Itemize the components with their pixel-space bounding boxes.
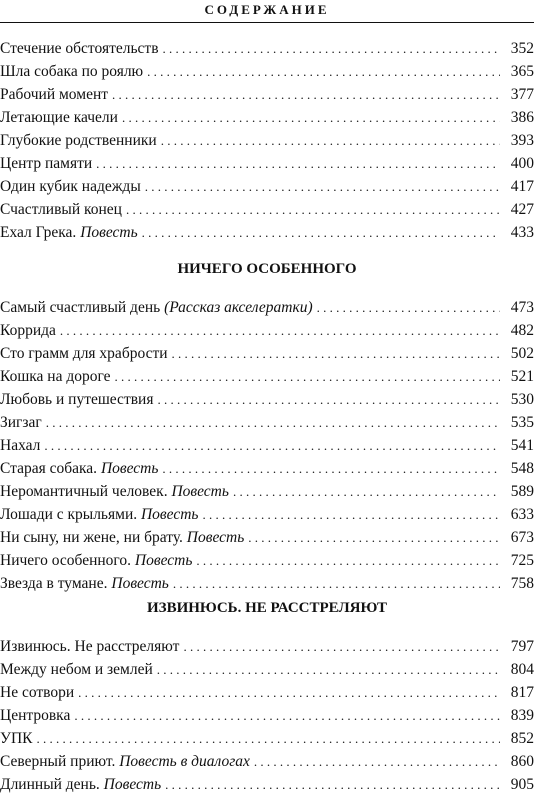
toc-section-izvinyus xyxy=(0,597,534,796)
entry-title-wrap xyxy=(0,175,141,198)
dot-leader xyxy=(44,434,500,457)
entry-title-wrap xyxy=(0,526,244,549)
entry-title-wrap xyxy=(0,457,158,480)
entry-page-number: 839 xyxy=(510,707,534,724)
running-head: СОДЕРЖАНИЕ xyxy=(204,2,330,17)
entry-title-wrap xyxy=(0,480,229,503)
entry-page-number: 377 xyxy=(510,86,534,103)
entry-title-wrap xyxy=(0,296,313,319)
dot-leader xyxy=(142,221,500,244)
toc-entry xyxy=(0,480,534,503)
entry-page-number: 860 xyxy=(510,753,534,770)
entry-title: Не сотвори xyxy=(0,684,75,701)
entry-title-wrap xyxy=(0,658,153,681)
dot-leader xyxy=(163,37,500,60)
toc-entry xyxy=(0,106,534,129)
entry-title-wrap xyxy=(0,388,153,411)
toc-entry xyxy=(0,60,534,83)
entry-title: Центр памяти xyxy=(0,155,93,172)
toc-entry xyxy=(0,129,534,152)
entry-title: Рабочий момент xyxy=(0,86,109,103)
toc-entry xyxy=(0,152,534,175)
toc-entry xyxy=(0,549,534,572)
entry-title: Северный приют. xyxy=(0,753,120,770)
entry-page-number: 804 xyxy=(510,661,534,678)
entry-title: Стечение обстоятельств xyxy=(0,40,159,57)
entry-title-wrap xyxy=(0,152,92,175)
entry-page-number: 393 xyxy=(510,132,534,149)
entry-title: Длинный день. xyxy=(0,776,104,793)
entry-title: Лошади с крыльями. xyxy=(0,506,141,523)
entry-page-number: 417 xyxy=(510,178,534,195)
toc-entry xyxy=(0,342,534,365)
dot-leader xyxy=(126,198,500,221)
entry-title: Извинюсь. Не расстреляют xyxy=(0,638,180,655)
toc-entry xyxy=(0,411,534,434)
entry-page-number: 725 xyxy=(510,552,534,569)
entry-title-wrap xyxy=(0,572,169,595)
toc-entry xyxy=(0,434,534,457)
toc-entry xyxy=(0,658,534,681)
toc-entry xyxy=(0,365,534,388)
entry-page-number: 530 xyxy=(510,391,534,408)
dot-leader xyxy=(183,635,500,658)
toc-entry xyxy=(0,681,534,704)
dot-leader xyxy=(122,106,500,129)
dot-leader xyxy=(78,681,500,704)
entry-page-number: 521 xyxy=(510,368,534,385)
entry-title: Зигзаг xyxy=(0,414,42,431)
entry-page-number: 541 xyxy=(510,437,534,454)
entry-title-wrap xyxy=(0,221,138,244)
entry-title-wrap xyxy=(0,704,70,727)
toc-entry xyxy=(0,526,534,549)
entry-title: Любовь и путешествия xyxy=(0,391,154,408)
entry-title: Звезда в тумане. xyxy=(0,575,112,592)
entry-title: Ничего особенного. xyxy=(0,552,135,569)
section-title: ИЗВИНЮСЬ. НЕ РАССТРЕЛЯЮТ xyxy=(147,600,387,616)
dot-leader xyxy=(172,342,500,365)
entry-title-wrap xyxy=(0,129,157,152)
dot-leader xyxy=(96,152,500,175)
entry-title: Летающие качели xyxy=(0,109,118,126)
entry-page-number: 502 xyxy=(510,345,534,362)
entry-title-wrap xyxy=(0,365,111,388)
dot-leader xyxy=(157,388,500,411)
entry-genre: Повесть xyxy=(186,529,245,546)
toc-entry xyxy=(0,296,534,319)
dot-leader xyxy=(145,175,500,198)
toc-entry xyxy=(0,503,534,526)
entry-title-wrap xyxy=(0,549,192,572)
entry-page-number: 817 xyxy=(510,684,534,701)
dot-leader xyxy=(317,296,500,319)
entry-genre: Повесть xyxy=(80,224,138,241)
dot-leader xyxy=(115,365,500,388)
entry-page-number: 758 xyxy=(510,575,534,592)
entry-genre: Повесть xyxy=(171,483,229,500)
toc-entry xyxy=(0,221,534,244)
entry-page-number: 548 xyxy=(510,460,534,477)
entry-title-wrap xyxy=(0,83,108,106)
entry-page-number: 797 xyxy=(510,638,534,655)
entry-genre: Повесть xyxy=(134,552,193,569)
toc-entry xyxy=(0,457,534,480)
entry-genre: Повесть в диалогах xyxy=(119,753,250,770)
entry-page-number: 433 xyxy=(510,224,534,241)
entry-title-wrap xyxy=(0,198,122,221)
dot-leader xyxy=(147,60,500,83)
toc-entry xyxy=(0,704,534,727)
entry-page-number: 633 xyxy=(510,506,534,523)
toc-entry xyxy=(0,388,534,411)
entry-title-wrap xyxy=(0,503,198,526)
entry-genre: (Рассказ акселератки) xyxy=(164,299,313,316)
entry-title: Ни сыну, ни жене, ни брату. xyxy=(0,529,187,546)
toc-entry xyxy=(0,83,534,106)
entry-page-number: 852 xyxy=(510,730,534,747)
dot-leader xyxy=(202,503,500,526)
entry-title: Один кубик надежды xyxy=(0,178,141,195)
entry-page-number: 482 xyxy=(510,322,534,339)
dot-leader xyxy=(233,480,500,503)
entry-title-wrap xyxy=(0,727,33,750)
entry-title: Глубокие родственники xyxy=(0,132,157,149)
toc-section-nichego-osobennogo xyxy=(0,258,534,595)
dot-leader xyxy=(248,526,500,549)
dot-leader xyxy=(60,319,500,342)
dot-leader xyxy=(112,83,500,106)
dot-leader xyxy=(196,549,500,572)
entry-title: Центровка xyxy=(0,707,71,724)
dot-leader xyxy=(157,658,500,681)
entry-genre: Повесть xyxy=(111,575,169,592)
entry-title: Коррида xyxy=(0,322,56,339)
entry-page-number: 473 xyxy=(510,299,534,316)
toc-entry xyxy=(0,635,534,658)
toc-entry xyxy=(0,750,534,773)
dot-leader xyxy=(161,129,500,152)
entry-page-number: 386 xyxy=(510,109,534,126)
entry-title: Самый счастливый день xyxy=(0,299,165,316)
toc-entry xyxy=(0,572,534,595)
toc-entry xyxy=(0,773,534,796)
dot-leader xyxy=(254,750,500,773)
entry-title: Неромантичный человек. xyxy=(0,483,172,500)
entry-title-wrap xyxy=(0,750,250,773)
dot-leader xyxy=(165,773,500,796)
entry-title: Кошка на дороге xyxy=(0,368,111,385)
toc-entry xyxy=(0,37,534,60)
entry-title-wrap xyxy=(0,635,179,658)
entry-page-number: 427 xyxy=(510,201,534,218)
entry-title: УПК xyxy=(0,730,33,747)
entry-title: Счастливый конец xyxy=(0,201,122,218)
entry-title-wrap xyxy=(0,37,159,60)
dot-leader xyxy=(74,704,500,727)
entry-title: Между небом и землей xyxy=(0,661,153,678)
toc-entry xyxy=(0,319,534,342)
section-title: НИЧЕГО ОСОБЕННОГО xyxy=(177,261,357,277)
entry-title: Шла собака по роялю xyxy=(0,63,144,80)
entry-page-number: 535 xyxy=(510,414,534,431)
entry-page-number: 400 xyxy=(510,155,534,172)
entry-title-wrap xyxy=(0,681,74,704)
toc-entry xyxy=(0,175,534,198)
entry-title: Нахал xyxy=(0,437,41,454)
toc-section-1 xyxy=(0,37,534,244)
header-rule xyxy=(0,22,534,23)
entry-title-wrap xyxy=(0,319,56,342)
entry-title-wrap xyxy=(0,434,40,457)
entry-title-wrap xyxy=(0,106,118,129)
dot-leader xyxy=(37,727,500,750)
entry-page-number: 365 xyxy=(510,63,534,80)
dot-leader xyxy=(46,411,500,434)
entry-title-wrap xyxy=(0,411,42,434)
entry-title: Сто грамм для храбрости xyxy=(0,345,168,362)
entry-page-number: 905 xyxy=(510,776,534,793)
entry-page-number: 352 xyxy=(510,40,534,57)
toc-entry xyxy=(0,198,534,221)
dot-leader xyxy=(162,457,500,480)
entry-genre: Повесть xyxy=(140,506,199,523)
toc-entry xyxy=(0,727,534,750)
dot-leader xyxy=(173,572,500,595)
entry-title-wrap xyxy=(0,773,161,796)
entry-page-number: 673 xyxy=(510,529,534,546)
entry-title: Ехал Грека. xyxy=(0,224,81,241)
entry-title-wrap xyxy=(0,60,143,83)
entry-genre: Повесть xyxy=(100,460,159,477)
entry-title: Старая собака. xyxy=(0,460,101,477)
entry-page-number: 589 xyxy=(510,483,534,500)
entry-title-wrap xyxy=(0,342,168,365)
entry-genre: Повесть xyxy=(103,776,162,793)
